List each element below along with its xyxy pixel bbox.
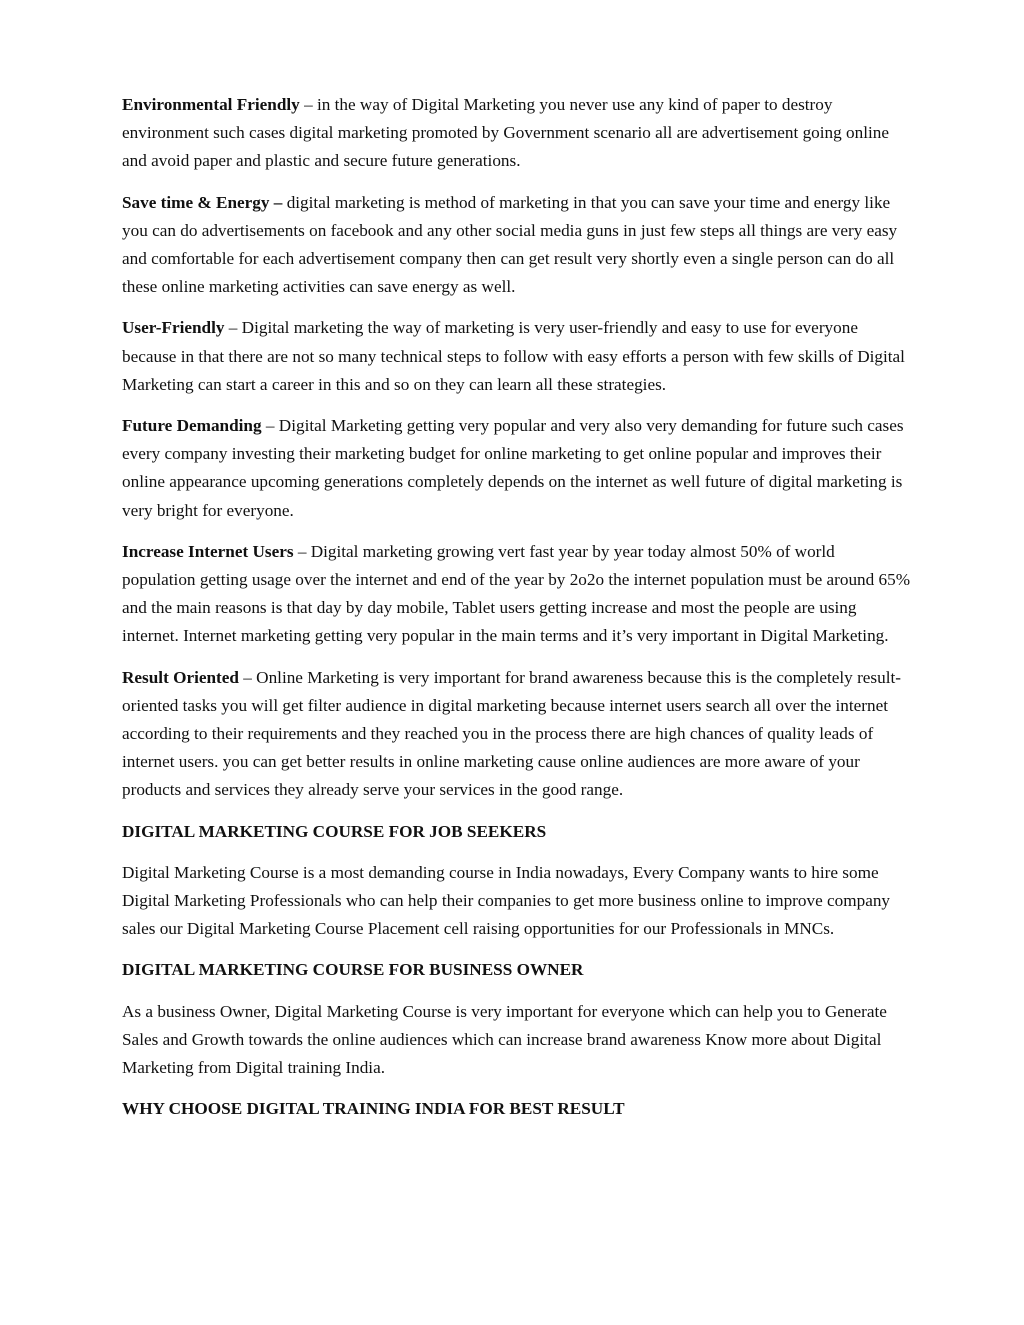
term-user-friendly: User-Friendly bbox=[122, 318, 225, 338]
paragraph-user-friendly bbox=[122, 314, 912, 399]
text-future-demanding: – Digital Marketing getting very popular and very also very demanding for future such cases every company investing their marketing budget for online marketing to get online popular and improves their online appearance upcoming generations completely depends on the internet as well future of digital marketing is very bright for everyone. bbox=[122, 416, 904, 520]
document-body bbox=[122, 91, 912, 1137]
text-environmental-friendly: – in the way of Digital Marketing you never use any kind of paper to destroy environment such cases digital marketing promoted by Government scenario all are advertisement going online and avoid paper and plastic and secure future generations. bbox=[122, 95, 890, 171]
heading-business-owner: DIGITAL MARKETING COURSE FOR BUSINESS OWNER bbox=[122, 960, 584, 980]
text-increase-internet-users: – Digital marketing growing vert fast year by year today almost 50% of world population getting usage over the internet and end of the year by 2o2o the internet population must be around 65% and the main reasons is that day by day mobile, Tablet users getting increase and most the people are using internet. Internet marketing getting very popular in the main terms and it’s very important in Digital Marketing. bbox=[122, 541, 911, 646]
paragraph-save-time-energy bbox=[122, 189, 912, 302]
term-environmental-friendly: Environmental Friendly bbox=[122, 95, 300, 114]
heading-job-seekers: DIGITAL MARKETING COURSE FOR JOB SEEKERS bbox=[122, 821, 547, 841]
text-user-friendly: – Digital marketing the way of marketing is very user-friendly and easy to use for everyone because in that there are not so many technical steps to follow with easy efforts a person with few skills of Digital Marketing can start a career in this and so on they can learn all these strategies. bbox=[122, 318, 905, 394]
paragraph-increase-internet-users bbox=[122, 538, 912, 651]
paragraph-future-demanding bbox=[122, 412, 912, 525]
paragraph-result-oriented bbox=[122, 664, 912, 805]
term-result-oriented: Result Oriented bbox=[122, 667, 239, 687]
paragraph-environmental-friendly bbox=[122, 91, 912, 176]
term-save-time-energy: Save time & Energy – bbox=[122, 192, 283, 212]
paragraph-job-seekers: Digital Marketing Course is a most demanding course in India nowadays, Every Company wants to hire some Digital Marketing Professionals who can help their companies to get more business online to improve company sales our Digital Marketing Course Placement cell raising opportunities for our Professionals in MNCs. bbox=[122, 862, 891, 939]
term-future-demanding: Future Demanding bbox=[122, 416, 262, 436]
text-save-time-energy: digital marketing is method of marketing in that you can save your time and energy like you can do advertisements on facebook and any other social media guns in just few steps all things are very easy and comfortable for each advertisement company then can get result very shortly even a single person can do all these online marketing activities can save energy as well. bbox=[122, 192, 898, 297]
heading-why-choose: WHY CHOOSE DIGITAL TRAINING INDIA FOR BEST RESULT bbox=[122, 1099, 625, 1119]
paragraph-business-owner: As a business Owner, Digital Marketing Course is very important for everyone which can help you to Generate Sales and Growth towards the online audiences which can increase brand awareness Know more about Digital Marketing from Digital training India. bbox=[122, 1001, 887, 1078]
term-increase-internet-users: Increase Internet Users bbox=[122, 541, 294, 561]
text-result-oriented: – Online Marketing is very important for brand awareness because this is the completely result-oriented tasks you will get filter audience in digital marketing because internet users search all over the internet according to their requirements and they reached you in the process there are high chances of quality leads of internet users. you can get better results in online marketing cause online audiences are more aware of your products and services they already serve your services in the good range. bbox=[122, 667, 901, 800]
